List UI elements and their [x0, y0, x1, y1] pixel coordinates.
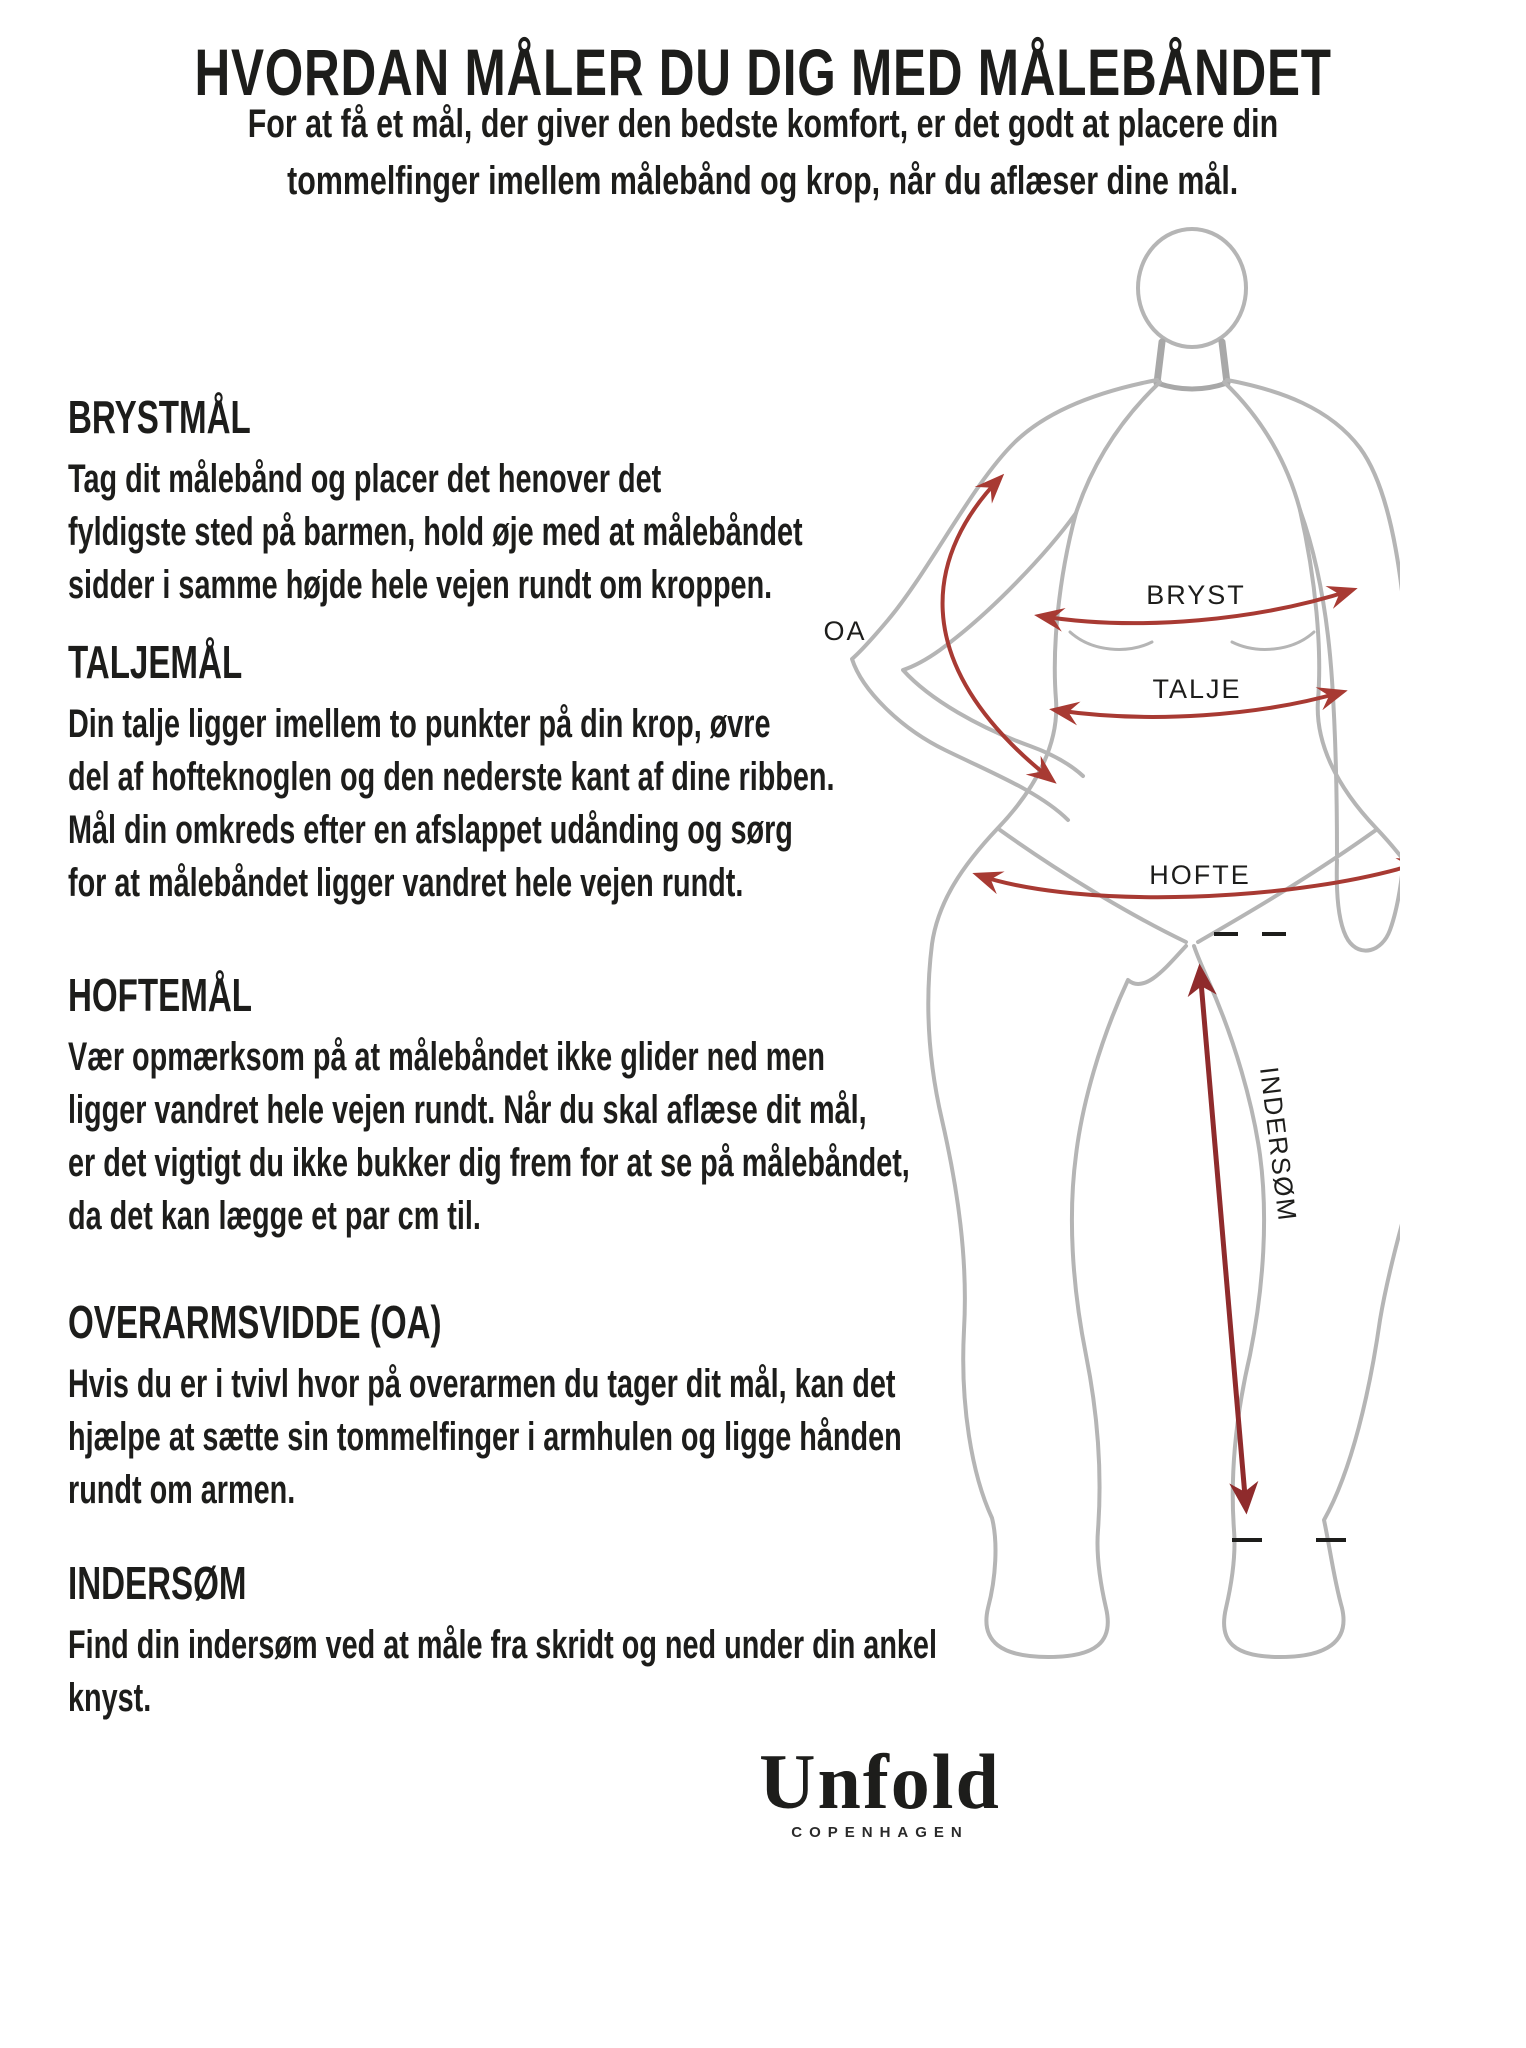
head-outline — [1138, 229, 1246, 347]
subtitle-line-2: tommelfinger imellem målebånd og krop, når du aflæser dine mål. — [287, 159, 1239, 203]
section-heading: BRYSTMÅL — [68, 391, 251, 443]
section-text-line: del af hofteknoglen og den nederste kant af dine ribben. — [68, 755, 835, 799]
brand-logo — [735, 1738, 1025, 1841]
subtitle-line-1: For at få et mål, der giver den bedste komfort, er det godt at placere din — [247, 102, 1279, 146]
right-arm-outer — [1227, 380, 1400, 951]
measurement-labels — [823, 580, 1302, 1224]
section-text-line: fyldigste sted på barmen, hold øje med at målebåndet — [68, 510, 803, 554]
page-title: HVORDAN MÅLER DU DIG MED MÅLEBÅNDET — [194, 35, 1332, 109]
bryst-label: BRYST — [1146, 580, 1246, 610]
section-heading: INDERSØM — [68, 1557, 247, 1609]
brand-logo-name: Unfold — [759, 1738, 1001, 1825]
oa-label: OA — [823, 616, 867, 646]
neck-line-left — [1157, 342, 1162, 383]
section-text-line: Hvis du er i tvivl hvor på overarmen du tager dit mål, kan det — [68, 1362, 896, 1406]
neck-base — [1157, 383, 1227, 389]
section-text-line: rundt om armen. — [68, 1468, 296, 1512]
section-text-line: knyst. — [68, 1676, 152, 1720]
section-text-line: Vær opmærksom på at målebåndet ikke glider ned men — [68, 1035, 826, 1079]
section-text-line: er det vigtigt du ikke bukker dig frem for at se på målebåndet, — [68, 1141, 910, 1185]
bust-curve-right — [1232, 632, 1314, 649]
section-text-line: Mål din omkreds efter en afslappet udånding og sørg — [68, 808, 793, 852]
section-text-line: sidder i samme højde hele vejen rundt om kroppen. — [68, 563, 773, 607]
section-text-line: Find din indersøm ved at måle fra skridt og ned under din ankel — [68, 1623, 937, 1667]
section-text-line: Tag dit målebånd og placer det henover det — [68, 457, 662, 501]
section-text-line: da det kan lægge et par cm til. — [68, 1194, 481, 1238]
body-outline — [852, 229, 1400, 1657]
left-shoulder-seam — [1076, 382, 1160, 513]
brand-logo-subtitle: COPENHAGEN — [791, 1824, 969, 1841]
indersoem-label: INDERSØM — [1254, 1065, 1303, 1224]
section-heading: TALJEMÅL — [68, 636, 243, 688]
section-heading: HOFTEMÅL — [68, 969, 252, 1021]
right-shoulder-seam — [1224, 382, 1300, 510]
body-measurement-diagram — [600, 180, 1400, 1680]
section-text-line: ligger vandret hele vejen rundt. Når du skal aflæse dit mål, — [68, 1088, 867, 1132]
talje-label: TALJE — [1152, 674, 1242, 704]
section-text-line: for at målebåndet ligger vandret hele vejen rundt. — [68, 861, 744, 905]
section-heading: OVERARMSVIDDE (OA) — [68, 1296, 442, 1348]
hofte-label: HOFTE — [1149, 860, 1251, 890]
section-text-line: hjælpe at sætte sin tommelfinger i armhulen og ligge hånden — [68, 1415, 902, 1459]
section-text-line: Din talje ligger imellem to punkter på din krop, øvre — [68, 702, 771, 746]
bust-curve-left — [1070, 632, 1152, 649]
indersoem-line — [1200, 970, 1246, 1508]
left-arm-outer — [852, 380, 1157, 820]
page-title-wrap — [0, 34, 1526, 110]
neck-line-right — [1222, 342, 1227, 383]
